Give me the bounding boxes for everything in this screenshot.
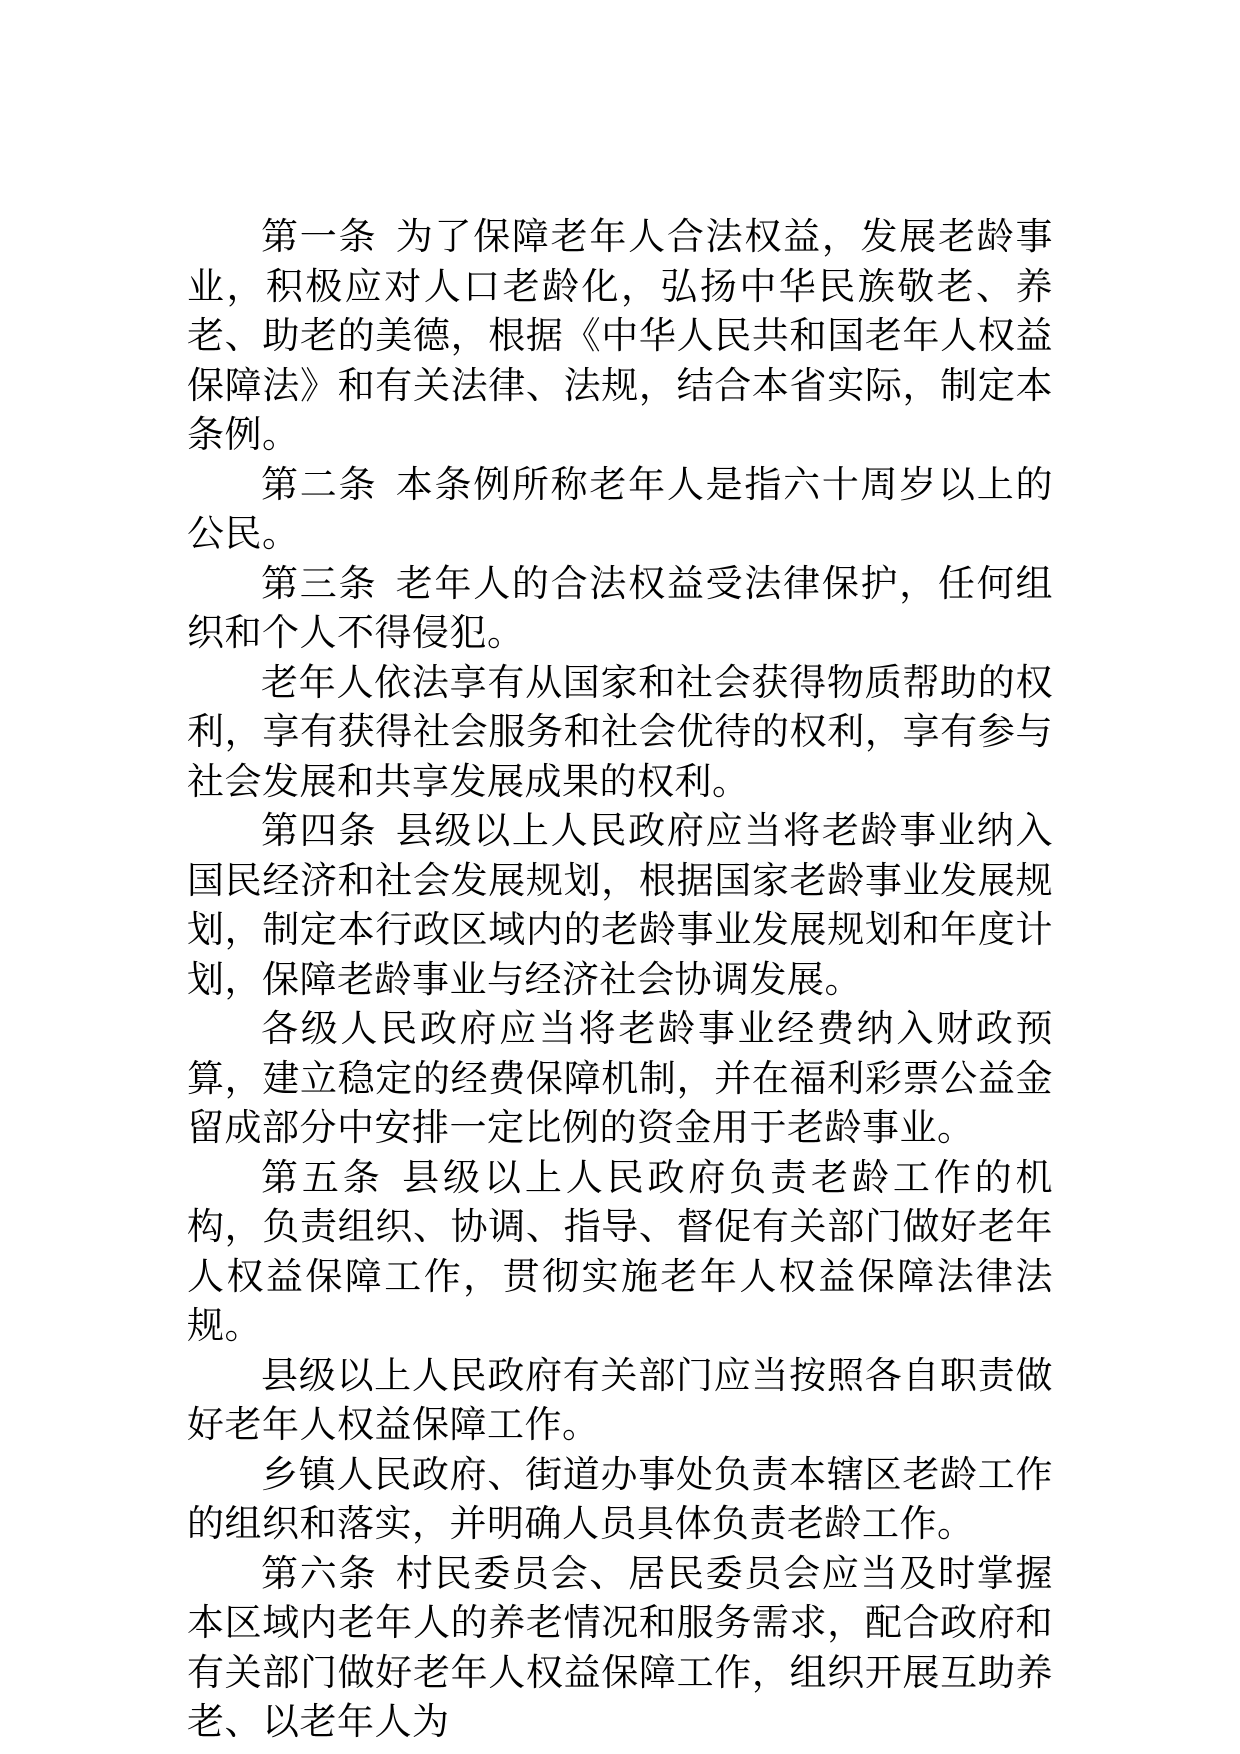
paragraph-text: 本条例所称老年人是指六十周岁以上的公民。 — [187, 462, 1054, 555]
paragraph-article-3-clause-2 — [187, 658, 1053, 807]
paragraph-text: 各级人民政府应当将老龄事业经费纳入财政预算，建立稳定的经费保障机制，并在福利彩票公益金留成部分中安排一定比例的资金用于老龄事业。 — [187, 1007, 1053, 1149]
paragraph-text: 老年人依法享有从国家和社会获得物质帮助的权利，享有获得社会服务和社会优待的权利，享有参与社会发展和共享发展成果的权利。 — [187, 660, 1053, 803]
paragraph-article-5-clause-2 — [187, 1351, 1053, 1450]
paragraph-text: 县级以上人民政府应当将老龄事业纳入国民经济和社会发展规划，根据国家老龄事业发展规划，制定本行政区域内的老龄事业发展规划和年度计划，保障老龄事业与经济社会协调发展。 — [187, 809, 1054, 1001]
article-number: 第一条 — [261, 215, 378, 258]
article-number: 第二条 — [261, 462, 378, 506]
paragraph-article-3 — [187, 559, 1053, 658]
paragraph-text: 为了保障老年人合法权益，发展老龄事业，积极应对人口老龄化，弘扬中华民族敬老、养老、助老的美德，根据《中华人民共和国老年人权益保障法》和有关法律、法规，结合本省实际，制定本条例。 — [187, 215, 1054, 456]
paragraph-text: 村民委员会、居民委员会应当及时掌握本区域内老年人的养老情况和服务需求，配合政府和有关部门做好老年人权益保障工作，组织开展互助养老、以老年人为 — [187, 1551, 1054, 1743]
article-number: 第五条 — [261, 1155, 384, 1199]
article-number: 第六条 — [261, 1551, 378, 1595]
paragraph-article-2 — [187, 460, 1053, 559]
paragraph-text: 县级以上人民政府负责老龄工作的机构，负责组织、协调、指导、督促有关部门做好老年人权益保障工作，贯彻实施老年人权益保障法律法规。 — [187, 1155, 1054, 1347]
paragraph-article-5 — [187, 1153, 1053, 1351]
paragraph-article-4 — [187, 806, 1053, 1004]
article-number: 第三条 — [261, 561, 378, 605]
paragraph-text: 县级以上人民政府有关部门应当按照各自职责做好老年人权益保障工作。 — [187, 1353, 1053, 1446]
paragraph-text: 老年人的合法权益受法律保护，任何组织和个人不得侵犯。 — [187, 561, 1054, 654]
paragraph-article-1 — [187, 212, 1053, 460]
paragraph-article-5-clause-3 — [187, 1450, 1053, 1549]
paragraph-article-4-clause-2 — [187, 1004, 1053, 1153]
article-number: 第四条 — [261, 809, 378, 852]
paragraph-article-6 — [187, 1549, 1053, 1747]
paragraph-text: 乡镇人民政府、街道办事处负责本辖区老龄工作的组织和落实，并明确人员具体负责老龄工作。 — [187, 1452, 1053, 1545]
document-page — [187, 212, 1053, 1747]
